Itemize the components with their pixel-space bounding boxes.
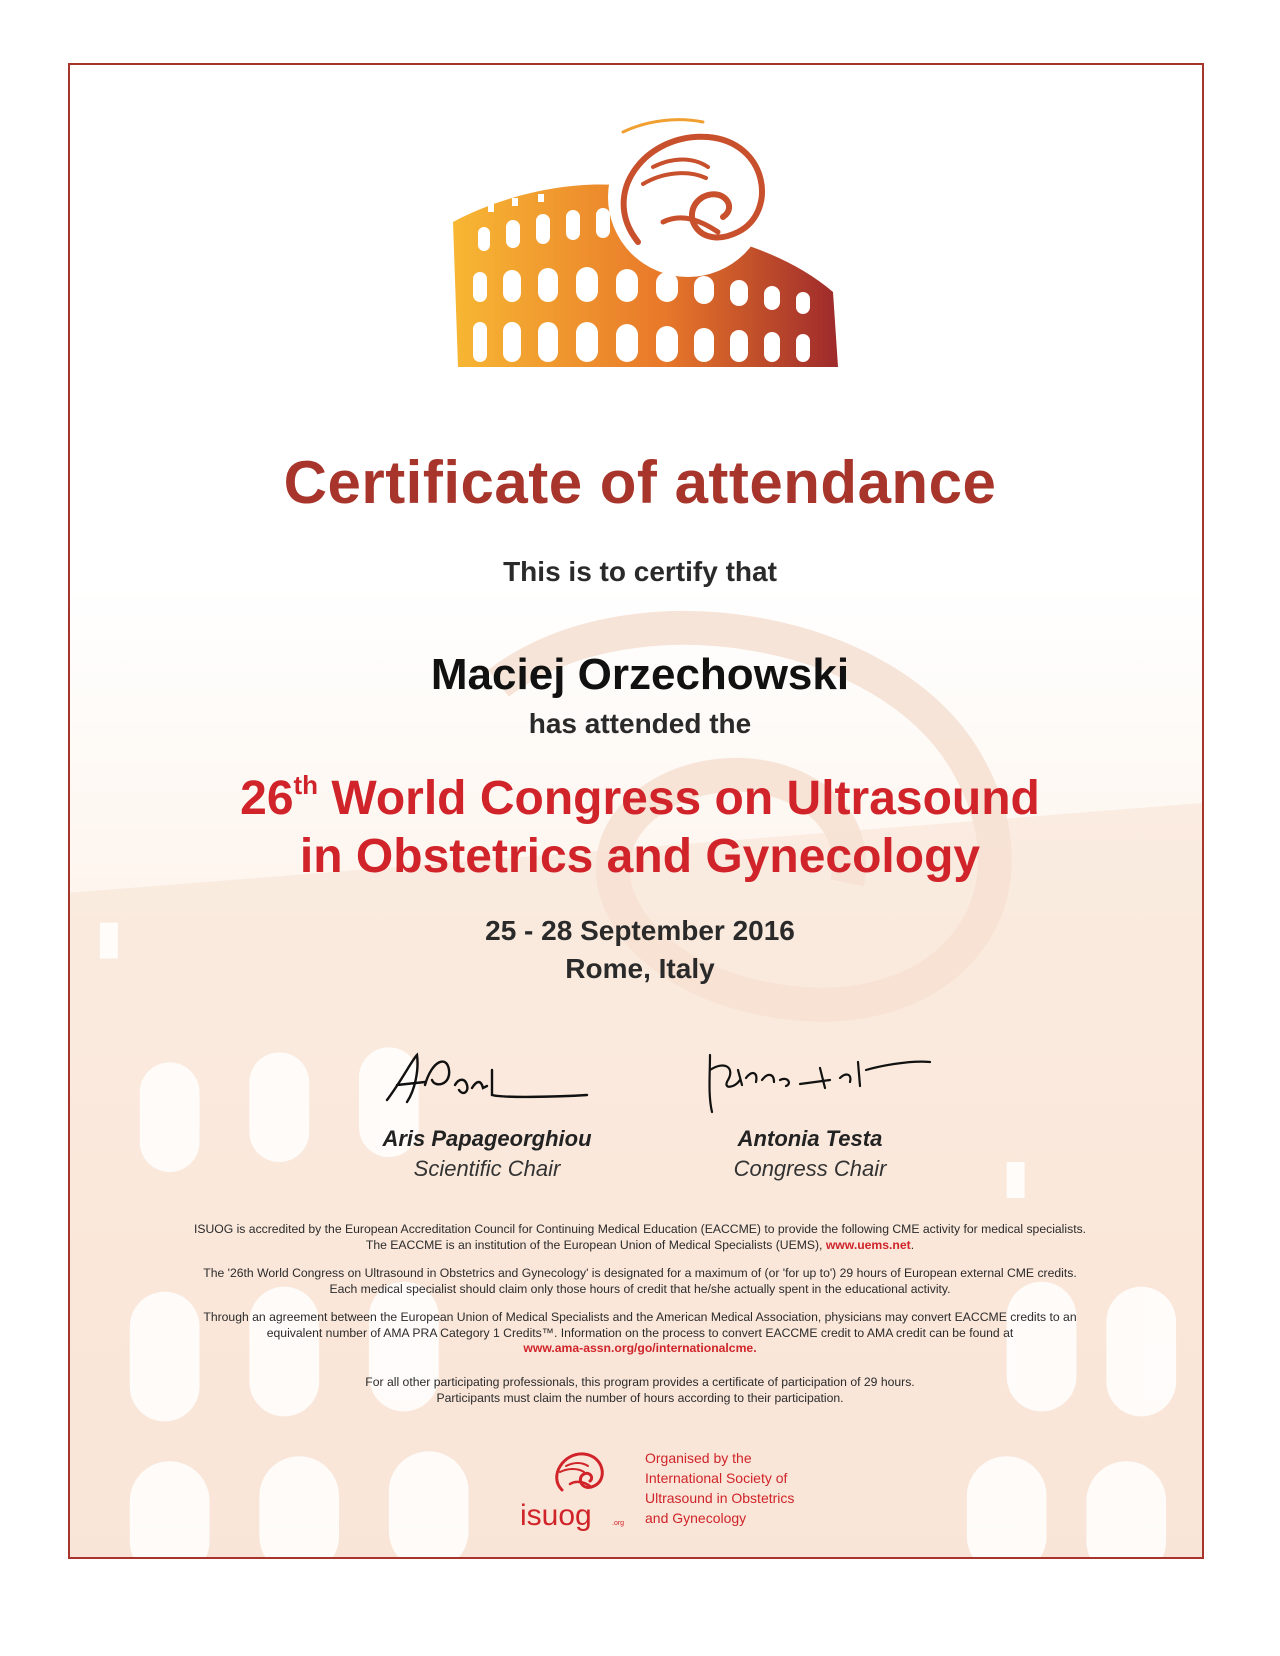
- signatory-role: Congress Chair: [733, 1156, 887, 1181]
- attended-line: has attended the: [528, 708, 752, 739]
- organiser-line-4: and Gynecology: [645, 1510, 747, 1526]
- ama-agreement-paragraph: [130, 1310, 1150, 1357]
- certificate-title: Certificate of attendance: [283, 449, 997, 516]
- accreditation-paragraph: [130, 1222, 1150, 1253]
- congress-line-1-rest: World Congress on Ultrasound: [318, 772, 1040, 825]
- congress-logo: [448, 112, 838, 402]
- signature-testa: [680, 1040, 940, 1120]
- accreditation-line-2-end: .: [910, 1237, 915, 1252]
- certify-line: This is to certify that: [503, 556, 777, 587]
- uems-link[interactable]: www.uems.net: [825, 1237, 911, 1252]
- congress-number: 26: [240, 772, 294, 825]
- ama-agreement-line-2: equivalent number of AMA PRA Category 1 Credits™. Information on the process to convert EACCME credit to AMA credit can be found at: [266, 1325, 1014, 1340]
- signature-block-scientific-chair: [307, 1040, 667, 1182]
- organiser-line-3: Ultrasound in Obstetrics: [645, 1490, 795, 1506]
- cme-credits-line-1: The '26th World Congress on Ultrasound in Obstetrics and Gynecology' is designated for a maximum of (or 'for up to') 29 hours of European external CME credits.: [203, 1266, 1077, 1280]
- cme-credits-line-2: Each medical specialist should claim only those hours of credit that he/she actually spent in the educational activity.: [329, 1281, 951, 1296]
- accreditation-line-1: ISUOG is accredited by the European Accreditation Council for Continuing Medical Education (EACCME) to provide the following CME activity for medical specialists.: [193, 1222, 1087, 1236]
- accreditation-line-2-text: The EACCME is an institution of the European Union of Medical Specialists (UEMS),: [365, 1237, 826, 1252]
- participation-line-2: Participants must claim the number of hours according to their participation.: [436, 1390, 844, 1405]
- ama-agreement-line-1: Through an agreement between the European Union of Medical Specialists and the American Medical Association, physicians may convert EACCME credits to an: [203, 1310, 1077, 1324]
- participation-paragraph: [130, 1375, 1150, 1406]
- congress-location: Rome, Italy: [565, 953, 715, 984]
- congress-line-2: in Obstetrics and Gynecology: [299, 830, 981, 883]
- cme-credits-paragraph: [130, 1266, 1150, 1297]
- congress-name: [0, 770, 1280, 886]
- attendee-name: Maciej Orzechowski: [430, 650, 850, 699]
- signatory-role: Scientific Chair: [413, 1156, 561, 1181]
- isuog-logo-text: isuog: [520, 1499, 592, 1532]
- organiser-line-1: Organised by the: [645, 1450, 752, 1466]
- ama-link[interactable]: www.ama-assn.org/go/internationalcme.: [523, 1341, 757, 1355]
- organiser-text: [645, 1448, 794, 1528]
- congress-line-1: [0, 770, 1280, 828]
- isuog-logo: [520, 1440, 640, 1540]
- congress-dates: 25 - 28 September 2016: [485, 915, 795, 946]
- isuog-logo-suffix: .org: [612, 1520, 625, 1527]
- signature-papageorghiou: [377, 1040, 597, 1120]
- signature-block-congress-chair: [630, 1040, 990, 1182]
- accreditation-line-2: [130, 1238, 1150, 1254]
- organiser-line-2: International Society of: [645, 1470, 788, 1486]
- congress-suffix: th: [293, 770, 319, 800]
- congress-dates-location: [0, 912, 1280, 988]
- signatory-name: Antonia Testa: [737, 1126, 883, 1151]
- signatory-name: Aris Papageorghiou: [382, 1126, 592, 1151]
- participation-line-1: For all other participating professionals, this program provides a certificate of participation of 29 hours.: [365, 1375, 915, 1389]
